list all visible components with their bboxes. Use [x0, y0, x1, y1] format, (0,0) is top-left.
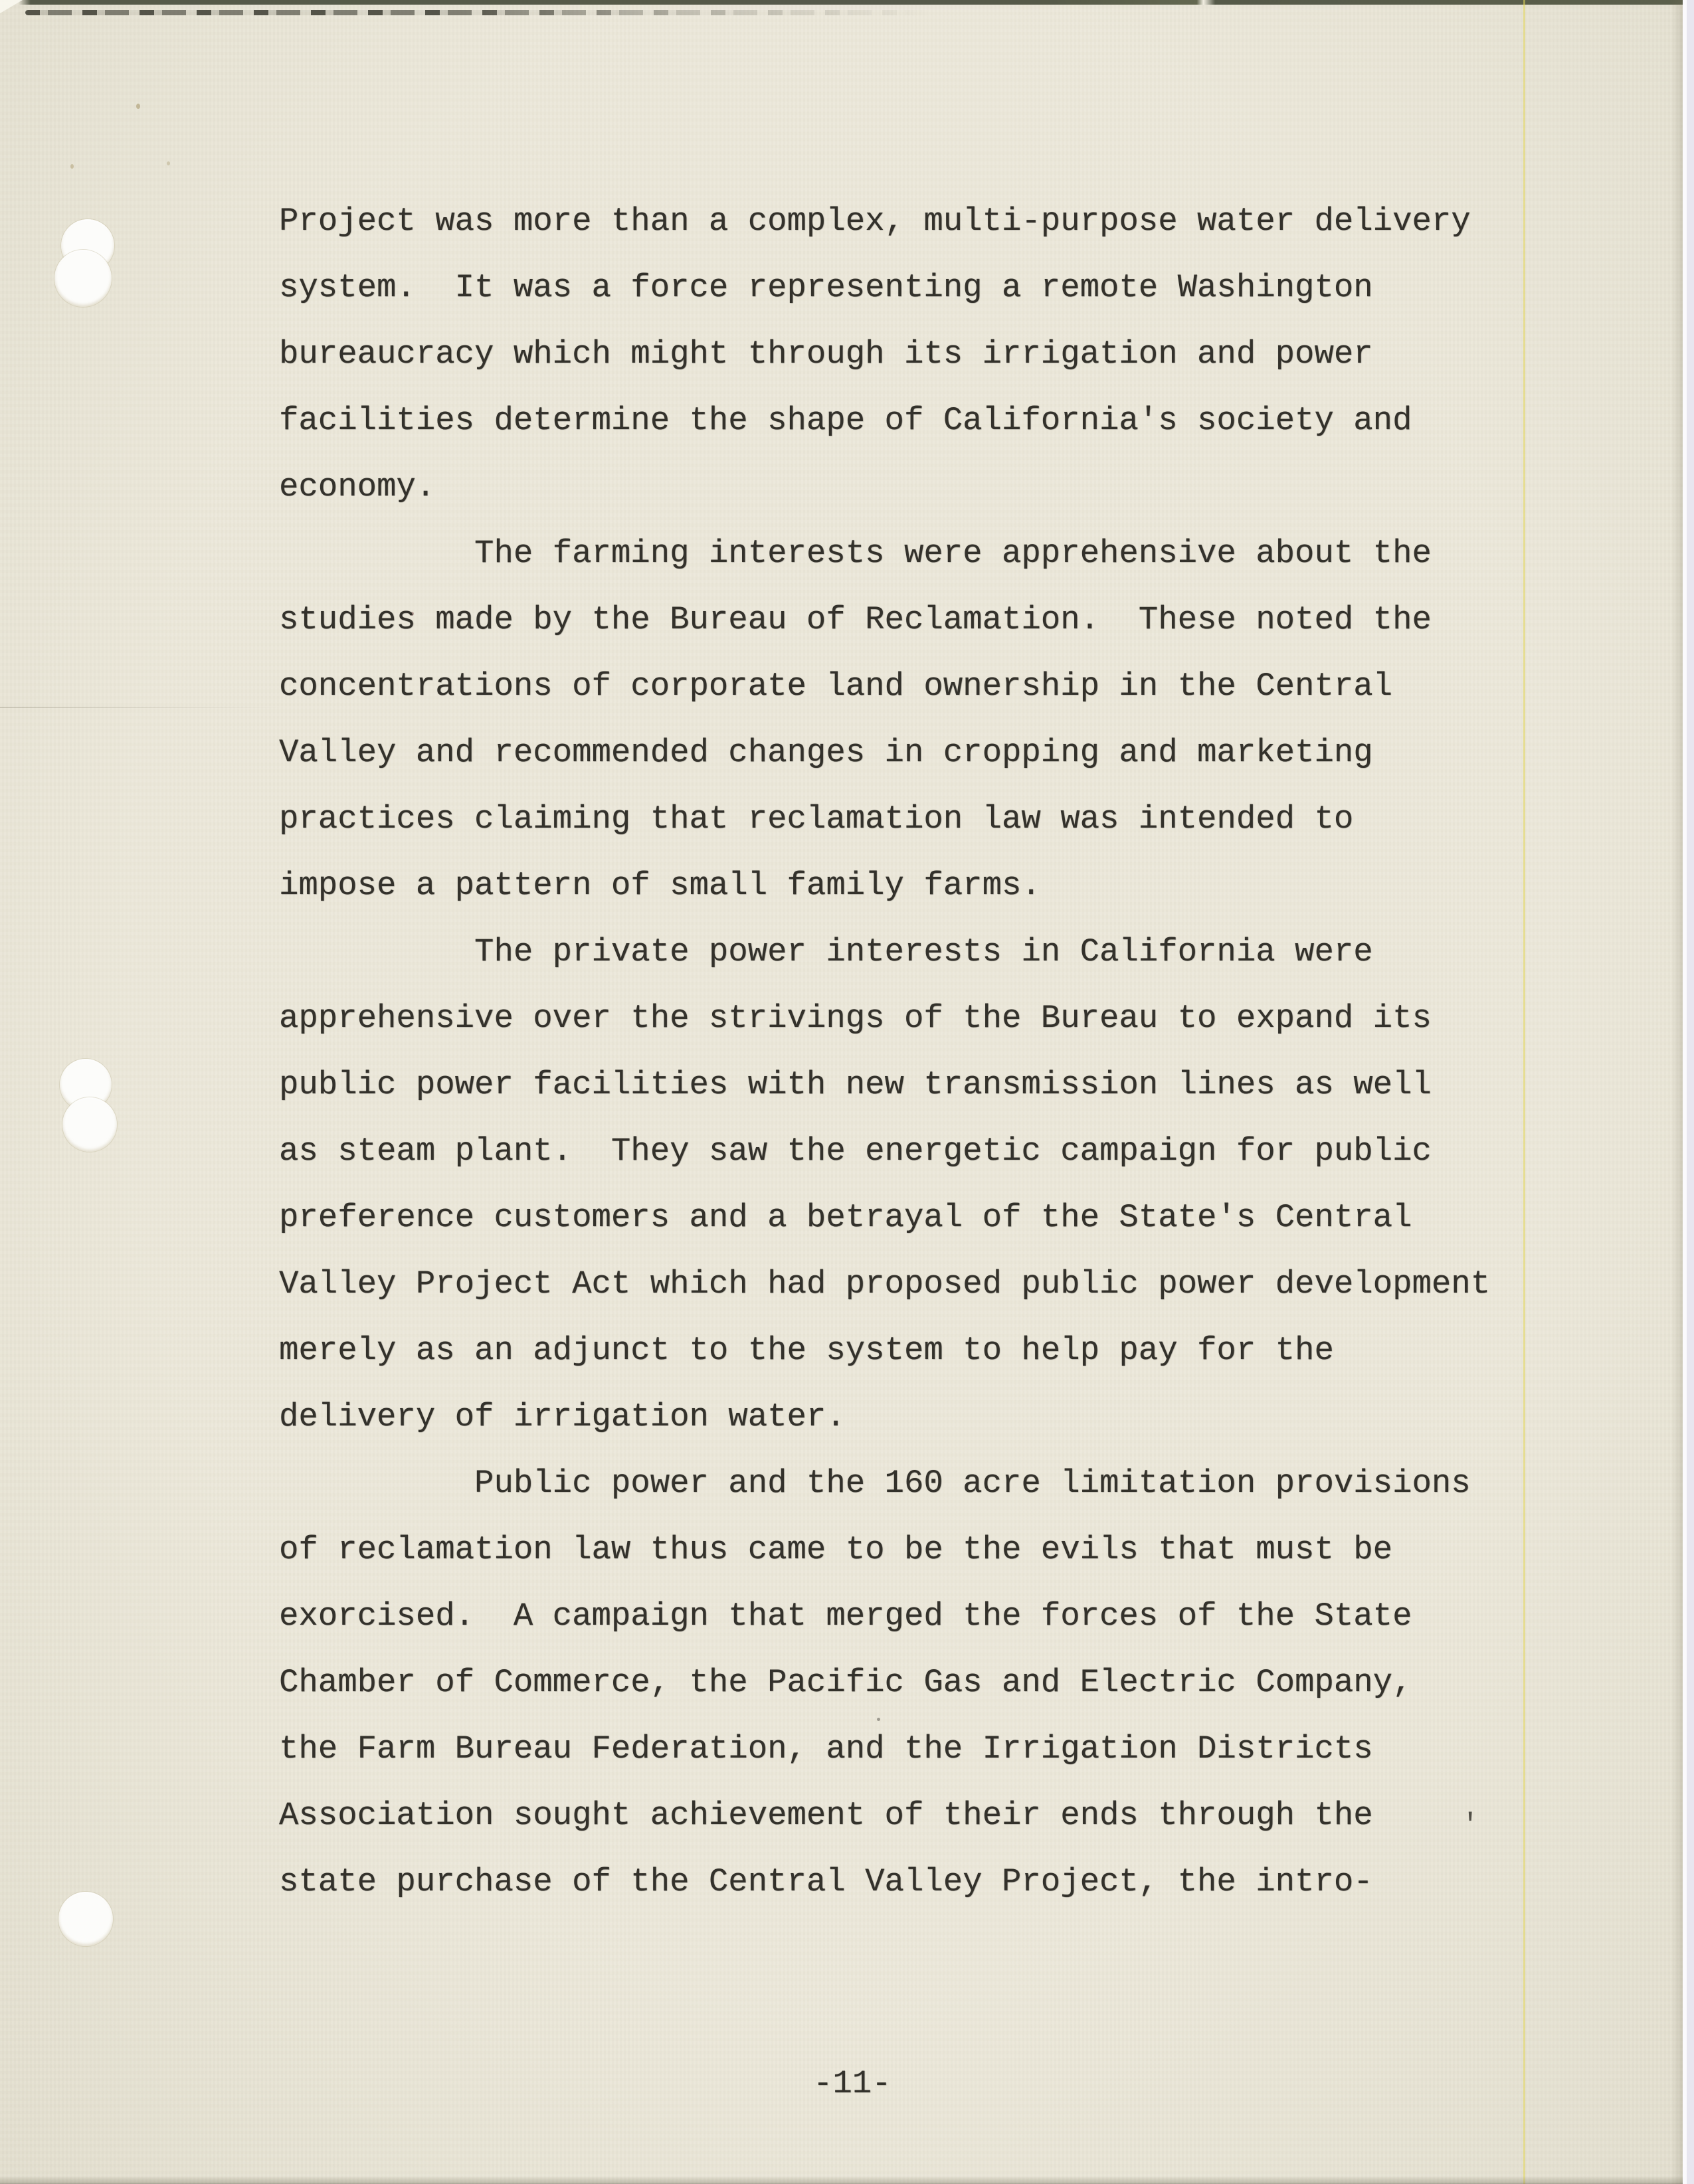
paper-speck	[167, 161, 170, 165]
page-right-edge-shadow	[1671, 0, 1683, 2184]
paragraph	[279, 919, 1490, 1450]
text-line: as steam plant. They saw the energetic campaign for public	[279, 1133, 1432, 1170]
text-line: public power facilities with new transmission lines as well	[279, 1066, 1432, 1103]
text-line: preference customers and a betrayal of the State's Central	[279, 1199, 1412, 1236]
paper-speck	[70, 164, 74, 169]
scan-background-strip	[1683, 0, 1687, 2184]
page-bottom-edge-shadow	[0, 2176, 1683, 2184]
hole-punch-middle	[54, 1059, 121, 1153]
hole-punch-lobe	[54, 250, 112, 307]
vertical-scan-line	[1523, 0, 1525, 2184]
page-corner-sliver	[0, 0, 23, 13]
text-line: studies made by the Bureau of Reclamation. These noted the	[279, 601, 1432, 638]
text-line: state purchase of the Central Valley Project, the intro-	[279, 1863, 1373, 1900]
text-line: exorcised. A campaign that merged the forces of the State	[279, 1597, 1412, 1635]
text-line: of reclamation law thus came to be the evils that must be	[279, 1531, 1393, 1568]
text-line: Association sought achievement of their ends through the	[279, 1797, 1373, 1834]
text-line: facilities determine the shape of California's society and	[279, 402, 1412, 439]
text-line: The farming interests were apprehensive about the	[279, 535, 1432, 572]
text-line: Project was more than a complex, multi-purpose water delivery	[279, 203, 1471, 240]
text-line: delivery of irrigation water.	[279, 1398, 846, 1435]
text-line: system. It was a force representing a remote Washington	[279, 269, 1373, 306]
text-line: concentrations of corporate land ownership in the Central	[279, 668, 1393, 705]
paper-crease	[0, 707, 286, 708]
text-line: economy.	[279, 468, 436, 505]
text-line: Valley and recommended changes in cropping and marketing	[279, 734, 1373, 771]
text-line: bureaucracy which might through its irrigation and power	[279, 335, 1373, 373]
hole-punch-lobe	[58, 1892, 113, 1946]
text-line: practices claiming that reclamation law was intended to	[279, 800, 1354, 838]
page-number: -11-	[813, 2065, 892, 2102]
hole-punch-top	[52, 218, 118, 311]
scan-edge-broken-line	[25, 10, 929, 15]
text-line: merely as an adjunct to the system to help pay for the	[279, 1332, 1334, 1369]
scan-edge-top-strip	[19, 0, 1683, 5]
text-line: Chamber of Commerce, the Pacific Gas and Electric Company,	[279, 1664, 1412, 1701]
paragraph	[279, 188, 1490, 520]
typed-text-block	[279, 188, 1490, 1915]
text-line: Valley Project Act which had proposed public power development	[279, 1265, 1491, 1303]
text-line: Public power and the 160 acre limitation provisions	[279, 1465, 1471, 1502]
hole-punch-lobe	[62, 1097, 117, 1152]
text-line: apprehensive over the strivings of the Bureau to expand its	[279, 1000, 1432, 1037]
text-line: the Farm Bureau Federation, and the Irrigation Districts	[279, 1730, 1373, 1768]
text-line: impose a pattern of small family farms.	[279, 867, 1041, 904]
paragraph	[279, 520, 1490, 919]
text-line: The private power interests in California were	[279, 933, 1373, 970]
hole-punch-bottom	[58, 1892, 113, 1946]
paragraph	[279, 1450, 1490, 1915]
stray-ink-mark: '	[1461, 1809, 1479, 1842]
paper-speck	[136, 104, 140, 109]
